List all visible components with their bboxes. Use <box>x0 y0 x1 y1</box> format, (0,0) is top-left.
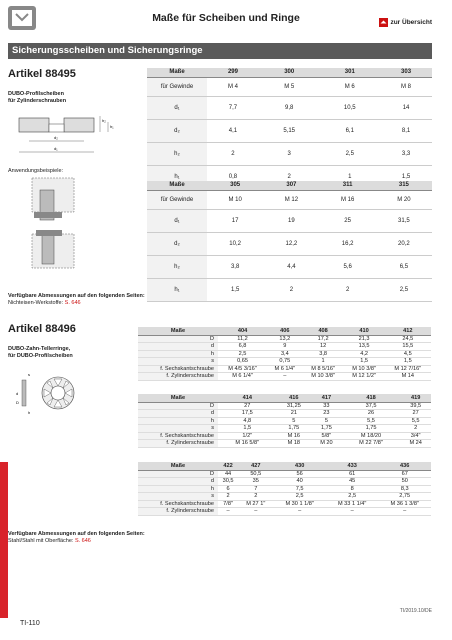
table-cell: 13,5 <box>344 343 385 351</box>
article-88495-table-b <box>147 181 432 302</box>
table-cell: 5,15 <box>259 119 320 142</box>
table-header-row <box>138 394 431 402</box>
table-cell: D <box>138 470 218 478</box>
table-header-row <box>138 462 431 470</box>
table-cell: 10,2 <box>207 232 263 255</box>
table-cell: 1,75 <box>342 425 401 433</box>
table-header-cell: 300 <box>259 68 320 77</box>
table-cell: 2 <box>320 278 376 301</box>
table-row <box>138 365 431 373</box>
table-cell: 4,4 <box>263 255 319 278</box>
table-row <box>138 335 431 343</box>
table-cell: 2 <box>400 425 431 433</box>
table-row <box>147 96 432 119</box>
article-88496-availability <box>8 531 145 545</box>
table-header-cell: 315 <box>376 181 432 190</box>
table-row <box>138 440 431 448</box>
table-cell: s <box>138 493 218 501</box>
table-row <box>147 232 432 255</box>
table-cell: M 24 <box>400 440 431 448</box>
table-cell: 9 <box>267 343 303 351</box>
article-88495-availability <box>8 293 145 307</box>
table-cell: f. Sechskantschraube <box>138 365 218 373</box>
table-cell: M 22 7/8" <box>342 440 401 448</box>
table-cell: M 20 <box>311 440 342 448</box>
table-header-cell: 433 <box>326 462 379 470</box>
table-cell: 40 <box>273 478 326 486</box>
table-cell: 11,2 <box>218 335 267 343</box>
table-cell: 2 <box>238 493 273 501</box>
table-cell: M 12 7/16" <box>385 365 431 373</box>
table-header-cell: 417 <box>311 394 342 402</box>
table-cell: s <box>138 358 218 366</box>
table-header-cell: 311 <box>320 181 376 190</box>
table-cell: 30,5 <box>218 478 238 486</box>
table-cell: h₂ <box>147 142 207 165</box>
table-cell: M 10 3/8" <box>344 365 385 373</box>
table-row <box>138 508 431 516</box>
table-cell: 12 <box>303 343 344 351</box>
table-cell: – <box>238 508 273 516</box>
table-header-cell: 303 <box>380 68 432 77</box>
table-header-cell: 422 <box>218 462 238 470</box>
table-header-cell: Maße <box>147 181 207 190</box>
drawing-label-h: h <box>28 410 31 415</box>
table-cell: d₂ <box>147 232 207 255</box>
page-title: Maße für Scheiben und Ringe <box>152 12 300 24</box>
table-cell: M 33 1 1/4" <box>326 500 379 508</box>
availability-title: Verfügbare Abmessungen auf den folgenden Seiten: <box>8 531 145 537</box>
back-label: zur Übersicht <box>390 19 432 26</box>
table-cell: 19 <box>263 209 319 232</box>
table-cell: 5,5 <box>400 417 431 425</box>
table-cell: s <box>138 425 218 433</box>
table-header-cell: Maße <box>138 462 218 470</box>
table-cell: 2 <box>263 278 319 301</box>
table-cell: – <box>378 508 431 516</box>
table-cell: 0,8 <box>207 165 259 188</box>
tooth-lock-washer-drawing <box>14 362 84 422</box>
table-row <box>147 77 432 96</box>
table-cell: 8,1 <box>380 119 432 142</box>
table-cell: d <box>138 478 218 486</box>
article-88496-table-3 <box>138 462 431 516</box>
table-row <box>138 343 431 351</box>
table-cell: 2,75 <box>378 493 431 501</box>
availability-page-link[interactable]: S. 646 <box>74 538 91 544</box>
page-edge-marker <box>0 462 8 618</box>
article-88496-desc-line2: für DUBO-Profilscheiben <box>8 353 73 359</box>
table-cell: d₁ <box>147 96 207 119</box>
table-cell: M 10 <box>207 190 263 209</box>
table-cell: 0,75 <box>267 358 303 366</box>
table-header-cell: 419 <box>400 394 431 402</box>
table-cell: 12,2 <box>263 232 319 255</box>
table-cell: M 12 1/2" <box>344 373 385 381</box>
table-row <box>138 425 431 433</box>
table-row <box>138 402 431 410</box>
table-header-cell: 414 <box>218 394 277 402</box>
table-cell: 17 <box>207 209 263 232</box>
table-cell: 61 <box>326 470 379 478</box>
table-cell: M 12 <box>263 190 319 209</box>
table-cell: 56 <box>273 470 326 478</box>
drawing-label-d: d <box>16 391 19 396</box>
table-cell: f. Sechskantschraube <box>138 432 218 440</box>
table-cell: M 8 5/16" <box>303 365 344 373</box>
table-cell: 9,8 <box>259 96 320 119</box>
table-cell: – <box>326 508 379 516</box>
table-cell: M 16 5/8" <box>218 440 277 448</box>
table-cell: 3,8 <box>303 350 344 358</box>
table-cell: 4,1 <box>207 119 259 142</box>
table-cell: 50,5 <box>238 470 273 478</box>
table-cell: 14 <box>380 96 432 119</box>
drawing-label-h1: h₁ <box>110 124 114 129</box>
table-cell: 3,4 <box>267 350 303 358</box>
table-cell: 5/8" <box>311 432 342 440</box>
table-row <box>138 358 431 366</box>
table-cell: 25 <box>320 209 376 232</box>
drawing-label-h2: h₂ <box>102 118 106 123</box>
table-cell: D <box>138 402 218 410</box>
table-cell: 6,5 <box>376 255 432 278</box>
table-cell: 3 <box>259 142 320 165</box>
table-cell: für Gewinde <box>147 77 207 96</box>
availability-text: Stahl/Stahl mit Oberfläche: <box>8 538 75 544</box>
table-header-cell: 404 <box>218 327 267 335</box>
table-cell: 2 <box>259 165 320 188</box>
table-header-cell: 408 <box>303 327 344 335</box>
table-header-row <box>147 68 432 77</box>
table-cell: h <box>138 485 218 493</box>
table-cell: – <box>218 508 238 516</box>
table-cell: 8,3 <box>378 485 431 493</box>
table-cell: – <box>273 508 326 516</box>
table-header-cell: 418 <box>342 394 401 402</box>
table-cell: 1,5 <box>380 165 432 188</box>
article-88495-desc-line2: für Zylinderschrauben <box>8 98 67 104</box>
table-cell: 21 <box>277 410 312 418</box>
table-cell: M 14 <box>385 373 431 381</box>
table-row <box>138 478 431 486</box>
table-cell: 2,5 <box>273 493 326 501</box>
table-cell: 1 <box>319 165 380 188</box>
table-cell: 5 <box>311 417 342 425</box>
table-cell: 17,2 <box>303 335 344 343</box>
table-cell: 67 <box>378 470 431 478</box>
arrow-up-icon <box>379 18 388 27</box>
availability-title: Verfügbare Abmessungen auf den folgenden Seiten: <box>8 293 145 299</box>
table-cell: M 20 <box>376 190 432 209</box>
table-cell: d <box>138 343 218 351</box>
table-cell: f. Zylinderschraube <box>138 508 218 516</box>
table-cell: 1,75 <box>277 425 312 433</box>
table-row <box>147 209 432 232</box>
table-cell: M 4 <box>207 77 259 96</box>
table-cell: 7,7 <box>207 96 259 119</box>
table-cell: M 6 1/4" <box>218 373 267 381</box>
article-88496-desc-line1: DUBO-Zahn-Tellerringe, <box>8 346 71 352</box>
table-cell: 4,8 <box>218 417 277 425</box>
table-cell: M 8 <box>380 77 432 96</box>
table-cell: 50 <box>378 478 431 486</box>
table-cell: 31,5 <box>376 209 432 232</box>
article-88495-desc-line1: DUBO-Profilscheiben <box>8 91 64 97</box>
table-cell: 20,2 <box>376 232 432 255</box>
table-cell: 37,5 <box>342 402 401 410</box>
article-88495-title: Artikel 88495 <box>8 68 76 80</box>
table-cell: 1 <box>303 358 344 366</box>
table-cell: 39,5 <box>400 402 431 410</box>
table-cell: 2,5 <box>319 142 380 165</box>
table-header-cell: 430 <box>273 462 326 470</box>
table-row <box>138 417 431 425</box>
table-header-cell: 427 <box>238 462 273 470</box>
table-cell: 1,5 <box>385 358 431 366</box>
table-cell: M 10 3/8" <box>303 373 344 381</box>
table-row <box>147 278 432 301</box>
table-cell: h₁ <box>147 278 207 301</box>
table-cell: 44 <box>218 470 238 478</box>
table-cell: – <box>267 373 303 381</box>
table-cell: 1,75 <box>311 425 342 433</box>
table-cell: 2,5 <box>218 350 267 358</box>
table-cell: 4,5 <box>385 350 431 358</box>
table-cell: M 18/20 <box>342 432 401 440</box>
availability-page-link[interactable]: S. 646 <box>64 300 81 306</box>
table-cell: M 16 <box>277 432 312 440</box>
table-cell: M 5 <box>259 77 320 96</box>
table-cell: 13,2 <box>267 335 303 343</box>
table-row <box>147 190 432 209</box>
table-cell: h₂ <box>147 255 207 278</box>
table-cell: 23 <box>311 410 342 418</box>
table-cell: 6,1 <box>319 119 380 142</box>
table-header-cell: 416 <box>277 394 312 402</box>
table-cell: 2,5 <box>376 278 432 301</box>
document-code: TI/2019.10/DE <box>399 608 432 614</box>
drawing-label-d2: d₂ <box>54 135 58 140</box>
table-row <box>138 485 431 493</box>
table-cell: 27 <box>400 410 431 418</box>
table-cell: 7,5 <box>273 485 326 493</box>
table-cell: f. Zylinderschraube <box>138 440 218 448</box>
section-title: Sicherungsscheiben und Sicherungsringe <box>8 43 432 59</box>
table-row <box>147 255 432 278</box>
table-cell: d₂ <box>147 119 207 142</box>
table-header-cell: Maße <box>147 68 207 77</box>
table-cell: 5,6 <box>320 255 376 278</box>
examples-label: Anwendungsbeispiele: <box>8 168 64 174</box>
table-cell: d₁ <box>147 209 207 232</box>
table-row <box>147 142 432 165</box>
table-row <box>138 470 431 478</box>
table-cell: 6,8 <box>218 343 267 351</box>
back-to-overview-link[interactable] <box>379 18 432 27</box>
table-cell: 17,5 <box>218 410 277 418</box>
table-cell: 1,5 <box>344 358 385 366</box>
application-example-drawing <box>28 176 78 276</box>
table-cell: 7/8" <box>218 500 238 508</box>
table-cell: d <box>138 410 218 418</box>
table-header-cell: 299 <box>207 68 259 77</box>
table-cell: 10,5 <box>319 96 380 119</box>
table-cell: 5,5 <box>342 417 401 425</box>
table-row <box>138 500 431 508</box>
table-header-cell: Maße <box>138 327 218 335</box>
article-88496-table-1 <box>138 327 431 381</box>
page-number: TI-110 <box>20 620 40 627</box>
availability-text: Nichteisen-Werkstoffe: <box>8 300 65 306</box>
table-cell: 35 <box>238 478 273 486</box>
table-cell: D <box>138 335 218 343</box>
table-cell: für Gewinde <box>147 190 207 209</box>
table-cell: 3,8 <box>207 255 263 278</box>
table-cell: 31,25 <box>277 402 312 410</box>
table-cell: h <box>138 350 218 358</box>
table-cell: 1,5 <box>218 425 277 433</box>
table-cell: 0,65 <box>218 358 267 366</box>
table-cell: 2 <box>218 493 238 501</box>
table-cell: 15,5 <box>385 343 431 351</box>
table-cell: M 4/5 3/16" <box>218 365 267 373</box>
article-88495-table-a <box>147 68 432 189</box>
table-cell: 6 <box>218 485 238 493</box>
profile-washer-drawing <box>14 108 124 160</box>
table-cell: 26 <box>342 410 401 418</box>
table-header-cell: Maße <box>138 394 218 402</box>
drawing-label-d1: d₁ <box>54 146 58 151</box>
table-cell: 1/2" <box>218 432 277 440</box>
table-cell: 3/4" <box>400 432 431 440</box>
table-header-row <box>138 327 431 335</box>
table-cell: M 30 1 1/8" <box>273 500 326 508</box>
table-header-cell: 305 <box>207 181 263 190</box>
table-cell: 45 <box>326 478 379 486</box>
table-header-cell: 301 <box>319 68 380 77</box>
drawing-label-D: D <box>16 400 19 405</box>
table-row <box>138 493 431 501</box>
table-row <box>147 119 432 142</box>
table-cell: 3,3 <box>380 142 432 165</box>
drawing-label-s: s <box>28 372 30 377</box>
table-cell: 4,2 <box>344 350 385 358</box>
table-row <box>138 410 431 418</box>
table-cell: M 27 1" <box>238 500 273 508</box>
table-cell: 2,5 <box>326 493 379 501</box>
table-header-cell: 406 <box>267 327 303 335</box>
table-cell: h <box>138 417 218 425</box>
table-cell: 7 <box>238 485 273 493</box>
table-cell: M 6 <box>319 77 380 96</box>
table-cell: M 18 <box>277 440 312 448</box>
table-cell: 1,5 <box>207 278 263 301</box>
table-header-row <box>147 181 432 190</box>
table-cell: 8 <box>326 485 379 493</box>
article-88496-title: Artikel 88496 <box>8 323 76 335</box>
table-cell: M 16 <box>320 190 376 209</box>
table-cell: 2 <box>207 142 259 165</box>
table-header-cell: 410 <box>344 327 385 335</box>
table-header-cell: 307 <box>263 181 319 190</box>
table-cell: 16,2 <box>320 232 376 255</box>
article-88496-table-2 <box>138 394 431 448</box>
table-cell: 33 <box>311 402 342 410</box>
table-cell: M 36 1 3/8" <box>378 500 431 508</box>
table-cell: f. Zylinderschraube <box>138 373 218 381</box>
table-cell: h₁ <box>147 165 207 188</box>
table-cell: 27 <box>218 402 277 410</box>
table-row <box>138 432 431 440</box>
table-row <box>138 350 431 358</box>
table-cell: M 6 1/4" <box>267 365 303 373</box>
table-row <box>138 373 431 381</box>
table-cell: 5 <box>277 417 312 425</box>
table-header-cell: 436 <box>378 462 431 470</box>
table-header-cell: 412 <box>385 327 431 335</box>
table-cell: f. Sechskantschraube <box>138 500 218 508</box>
table-cell: 21,3 <box>344 335 385 343</box>
table-cell: 24,5 <box>385 335 431 343</box>
